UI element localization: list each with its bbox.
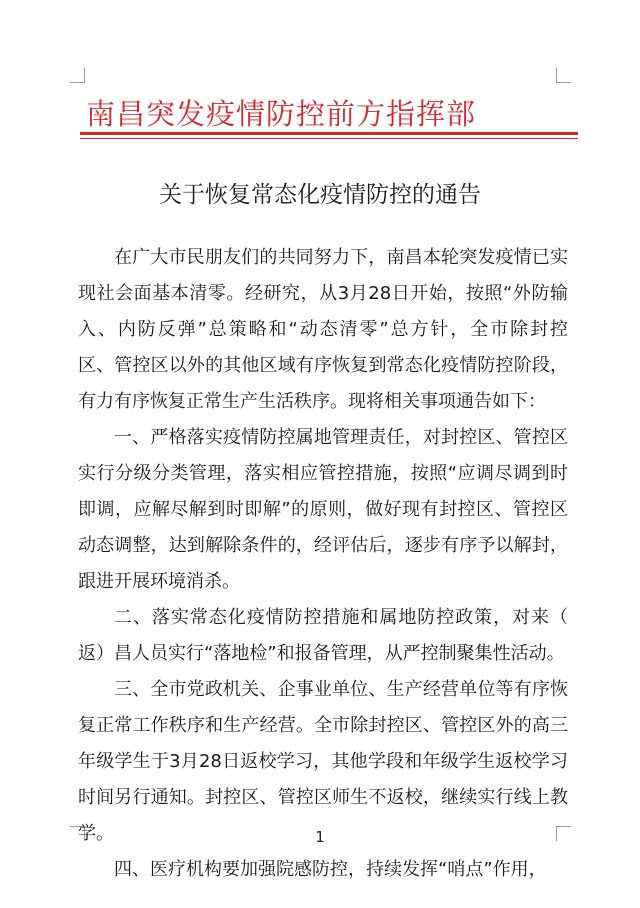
header-divider-thick bbox=[80, 132, 578, 135]
body-line: 时间另行通知。封控区、管控区师生不返校，继续实行线上教 bbox=[78, 787, 568, 808]
body-line: 入、内防反弹”总策略和“动态清零”总方针，全市除封控 bbox=[78, 319, 568, 340]
body-line: 动态调整，达到解除条件的，经评估后，逐步有序予以解封， bbox=[78, 535, 568, 556]
issuing-organization-header: 南昌突发疫情防控前方指挥部 bbox=[86, 97, 477, 131]
body-line: 二、落实常态化疫情防控措施和属地防控政策，对来（ bbox=[114, 607, 568, 628]
notice-body bbox=[78, 240, 568, 888]
body-line: 实行分级分类管理，落实相应管控措施，按照“应调尽调到时 bbox=[78, 463, 568, 484]
notice-title: 关于恢复常态化疫情防控的通告 bbox=[159, 182, 481, 208]
body-line: 学。 bbox=[78, 823, 114, 844]
body-line: 四、医疗机构要加强院感防控，持续发挥“哨点”作用， bbox=[114, 859, 547, 880]
body-line: 年级学生于3月28日返校学习，其他学段和年级学生返校学习 bbox=[78, 751, 568, 772]
body-line: 三、全市党政机关、企事业单位、生产经营单位等有序恢 bbox=[114, 679, 568, 700]
body-line: 返）昌人员实行“落地检”和报备管理，从严控制聚集性活动。 bbox=[78, 643, 565, 664]
body-line: 即调，应解尽解到时即解”的原则，做好现有封控区、管控区 bbox=[78, 499, 568, 520]
body-line: 复正常工作秩序和生产经营。全市除封控区、管控区外的高三 bbox=[78, 715, 568, 736]
body-line: 区、管控区以外的其他区域有序恢复到常态化疫情防控阶段， bbox=[78, 355, 568, 376]
body-line: 一、严格落实疫情防控属地管理责任，对封控区、管控区 bbox=[114, 427, 568, 448]
page-corner-mark-top-right bbox=[556, 68, 571, 83]
header-divider-thin bbox=[80, 138, 578, 139]
page-number: 1 bbox=[315, 828, 325, 846]
body-line: 现社会面基本清零。经研究，从3月28日开始，按照“外防输 bbox=[78, 283, 568, 304]
body-line: 有力有序恢复正常生产生活秩序。现将相关事项通告如下： bbox=[78, 391, 546, 412]
page-corner-mark-top-left bbox=[70, 68, 85, 83]
body-line: 在广大市民朋友们的共同努力下，南昌本轮突发疫情已实 bbox=[114, 247, 568, 268]
body-line: 跟进开展环境消杀。 bbox=[78, 571, 240, 592]
